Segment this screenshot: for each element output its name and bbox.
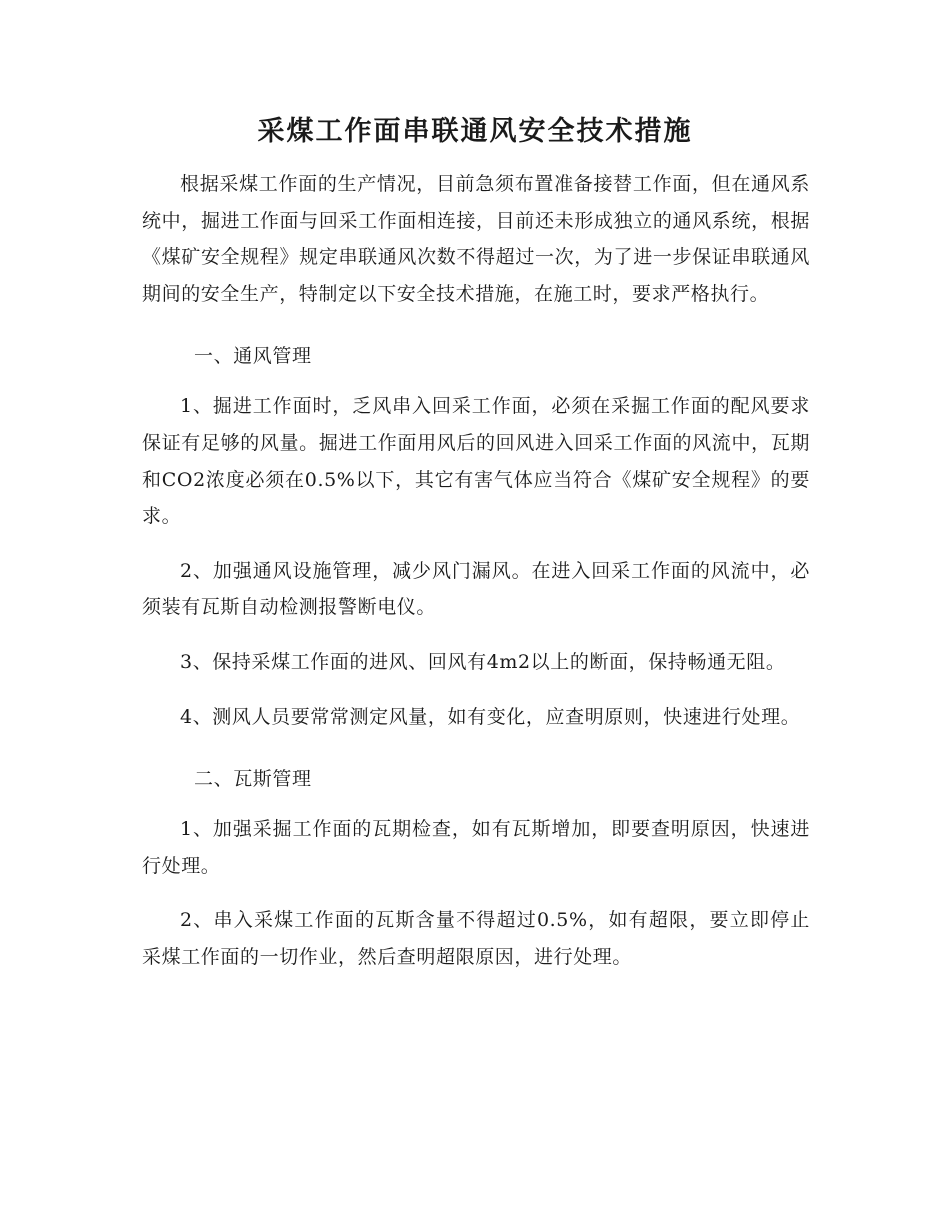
section-heading-ventilation: 一、通风管理 [194,345,312,368]
ventilation-item-3: 3、保持采煤工作面的进风、回风有4m2以上的断面，保持畅通无阻。 [180,650,786,673]
gas-item-2: 2、串入采煤工作面的瓦斯含量不得超过0.5%，如有超限，要立即停止采煤工作面的一切作业，然后查明超限原因，进行处理。 [142,909,810,968]
intro-paragraph: 根据采煤工作面的生产情况，目前急须布置准备接替工作面，但在通风系统中，掘进工作面与回采工作面相连接，目前还未形成独立的通风系统，根据《煤矿安全规程》规定串联通风次数不得超过一次，为了进一步保证串联通风期间的安全生产，特制定以下安全技术措施，在施工时，要求严格执行。 [142,173,810,305]
ventilation-item-4: 4、测风人员要常常测定风量，如有变化，应查明原则，快速进行处理。 [180,705,801,728]
ventilation-item-1: 1、掘进工作面时，乏风串入回采工作面，必须在采掘工作面的配风要求保证有足够的风量。掘进工作面用风后的回风进入回采工作面的风流中，瓦期和CO2浓度必须在0.5%以下，其它有害气体应当符合《煤矿安全规程》的要求。 [142,395,810,528]
document-title: 采煤工作面串联通风安全技术措施 [257,116,693,147]
section-heading-gas: 二、瓦斯管理 [194,768,312,791]
ventilation-item-2: 2、加强通风设施管理，减少风门漏风。在进入回采工作面的风流中，必须装有瓦斯自动检测报警断电仪。 [142,559,810,619]
gas-item-1: 1、加强采掘工作面的瓦期检查，如有瓦斯增加，即要查明原因，快速进行处理。 [142,818,810,877]
document-body [142,166,810,976]
